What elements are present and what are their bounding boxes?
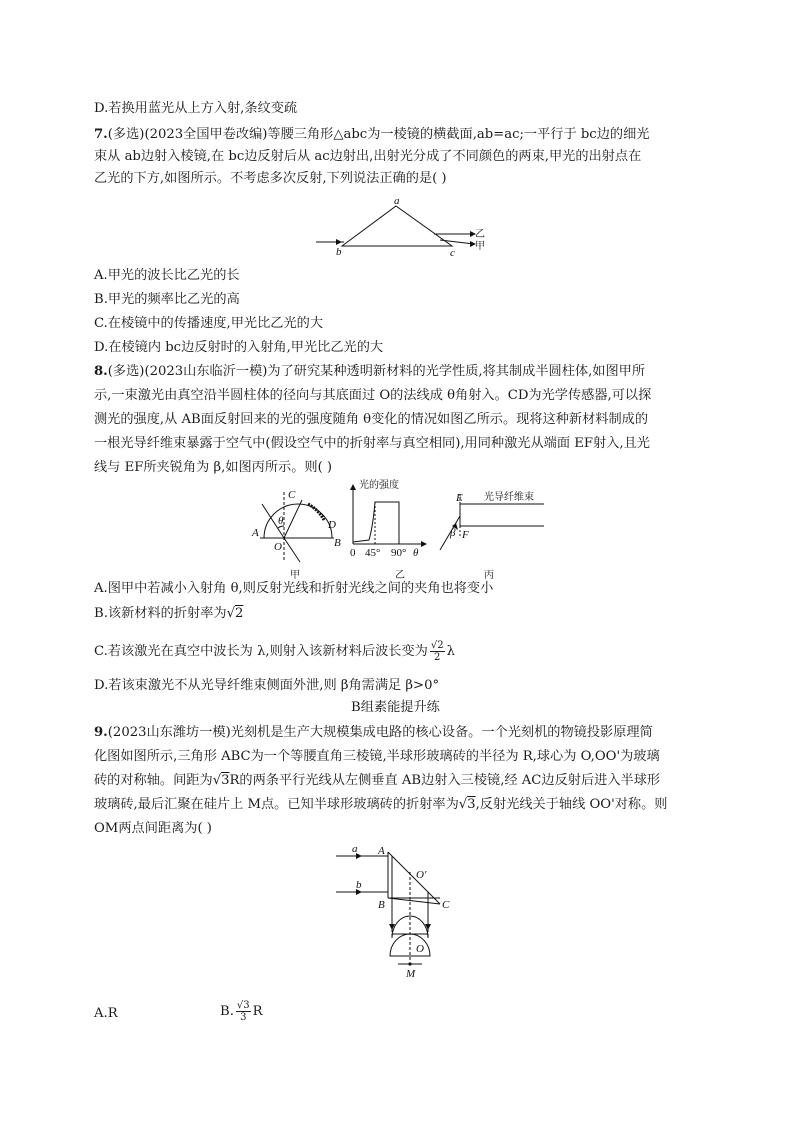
q8-option-c-text: C.若该激光在真空中波长为 λ,则射入该新材料后波长变为	[94, 644, 428, 659]
q7-option-d: D.在棱镜内 bc边反射时的入射角,甲光比乙光的大	[94, 340, 384, 355]
q8-fig-bing-fiber: 光导纤维束	[484, 492, 534, 503]
q9-fig-C: C	[442, 899, 450, 911]
q8-fig-jia-O: O	[274, 541, 282, 553]
q9-text1: (2023山东潍坊一模)光刻机是生产大规模集成电路的核心设备。一个光刻机的物镜投影原理简	[107, 725, 653, 740]
q8-figure-bing	[434, 490, 548, 580]
q9-fig-A: A	[378, 845, 385, 857]
section-b-heading: B组素能提升练	[351, 700, 440, 715]
q8-stem-line4: 一根光导纤维束暴露于空气中(假设空气中的折射率与真空相同),用同种激光从端面 EF射入,且光	[94, 436, 650, 451]
q8-fig-jia-D: D	[328, 519, 336, 531]
q8-option-b-text: B.该新材料的折射率为	[94, 606, 227, 621]
q8-option-a: A.图甲中若减小入射角 θ,则反射光线和折射光线之间的夹角也将变小	[94, 581, 494, 596]
q8-fig-yi-ylabel: 光的强度	[359, 480, 399, 491]
q8-option-c-den: 2	[434, 652, 441, 663]
q8-fig-bing-F: F	[462, 529, 469, 541]
q7-option-b: B.甲光的频率比乙光的高	[94, 292, 240, 307]
q8-fig-yi-xvar: θ	[413, 547, 419, 559]
q9-option-a: A.R	[94, 1006, 118, 1021]
q8-fig-yi-x0: 0	[350, 547, 356, 559]
q8-fig-jia-B: B	[334, 537, 341, 549]
q9-option-b-fraction	[236, 1000, 251, 1023]
q8-number: 8.	[94, 364, 108, 379]
q8-stem-line2: 示,一束激光由真空沿半圆柱体的径向与其底面过 O的法线成 θ角射入。CD为光学传感器,可以探	[94, 388, 652, 403]
q8-fig-yi-x45: 45°	[365, 547, 381, 559]
q8-fig-bing-E: E	[456, 492, 463, 504]
q9-option-b-R: R	[252, 1004, 263, 1019]
q9-radicand-a: 3	[221, 773, 230, 788]
q9-option-b	[220, 1000, 263, 1023]
q7-fig-label-b: b	[336, 246, 342, 258]
q8-fig-jia-theta: θ	[278, 515, 284, 527]
q8-option-c-lambda: λ	[446, 644, 455, 659]
q7-text1: (多选)(2023全国甲卷改编)等腰三角形△abc为一棱镜的横截面,ab=ac;一平行于 bc边的细光	[107, 127, 650, 142]
q8-option-d: D.若该束激光不从光导纤维束侧面外泄,则 β角需满足 β>0°	[94, 678, 440, 693]
q9-lithography-figure	[332, 842, 472, 982]
q7-fig-label-jia: 甲	[475, 241, 485, 252]
q7-option-c: C.在棱镜中的传播速度,甲光比乙光的大	[94, 316, 324, 331]
q9-stem-line3	[94, 770, 660, 792]
q9-number: 9.	[94, 725, 108, 740]
q9-text3b: R的两条平行光线从左侧垂直 AB边射入三棱镜,经 AC边反射后进入半球形	[229, 773, 661, 788]
q8-figure-jia	[250, 486, 350, 580]
q9-option-b-text: B.	[220, 1004, 234, 1019]
q8-figure-yi	[345, 478, 430, 580]
q9-radicand-b: 3	[467, 797, 476, 812]
q8-fig-yi-x90: 90°	[391, 547, 407, 559]
q8-fig-yi-caption: 乙	[395, 570, 405, 581]
q8-stem-line5: 线与 EF所夹锐角为 β,如图丙所示。则( )	[94, 460, 333, 475]
q8-option-b	[94, 603, 243, 625]
q7-fig-label-yi: 乙	[475, 229, 485, 240]
q9-option-b-num: √3	[236, 1000, 250, 1011]
q9-stem-line4	[94, 794, 667, 816]
q9-fig-B: B	[378, 899, 385, 911]
q7-fig-label-a: a	[394, 195, 400, 207]
q9-sqrt3-b: √3	[458, 797, 476, 812]
q8-option-c	[94, 640, 455, 663]
q9-fig-a: a	[352, 843, 358, 855]
q7-stem-line3: 乙光的下方,如图所示。不考虑多次反射,下列说法正确的是( )	[94, 171, 447, 186]
q8-fig-jia-caption: 甲	[290, 570, 300, 581]
q9-stem-line1	[94, 722, 653, 744]
q9-option-b-den: 3	[240, 1012, 247, 1023]
q7-fig-label-c: c	[450, 247, 455, 259]
q8-fig-jia-A: A	[252, 527, 259, 539]
q8-text1: (多选)(2023山东临沂一模)为了研究某种透明新材料的光学性质,将其制成半圆柱体,如图甲所	[107, 364, 646, 379]
q7-number: 7.	[94, 127, 108, 142]
q9-fig-b: b	[356, 879, 362, 891]
q7-stem-line1	[94, 124, 649, 146]
q9-sqrt3-a: √3	[212, 773, 230, 788]
q8-option-b-sqrt: √2	[226, 606, 244, 621]
q8-fig-jia-C: C	[288, 489, 296, 501]
q8-option-c-num: √2	[430, 640, 444, 651]
q8-fig-bing-caption: 丙	[484, 570, 494, 581]
q9-stem-line2: 化图如图所示,三角形 ABC为一个等腰直角三棱镜,半球形玻璃砖的半径为 R,球心为 O,OO'为玻璃	[94, 749, 660, 764]
q8-option-c-fraction	[430, 640, 445, 663]
q8-stem-line3: 测光的强度,从 AB面反射回来的光的强度随角 θ变化的情况如图乙所示。现将这种新材料制成的	[94, 412, 649, 427]
q9-text3a: 砖的对称轴。间距为	[94, 773, 213, 788]
q9-fig-O: O	[416, 943, 424, 955]
q8-option-b-radicand: 2	[234, 606, 244, 621]
q9-text4a: 玻璃砖,最后汇聚在硅片上 M点。已知半球形玻璃砖的折射率为	[94, 797, 459, 812]
q8-fig-bing-beta: β	[450, 527, 456, 539]
q7-prism-figure	[312, 196, 492, 260]
q9-fig-M: M	[406, 968, 416, 980]
q9-text4b: ,反射光线关于轴线 OO'对称。则	[475, 797, 668, 812]
q7-option-a: A.甲光的波长比乙光的长	[94, 268, 240, 283]
q7-stem-line2: 束从 ab边射入棱镜,在 bc边反射后从 ac边射出,出射光分成了不同颜色的两束,甲光的出射点在	[94, 149, 642, 164]
q9-stem-line5: OM两点间距离为( )	[94, 821, 212, 836]
q8-stem-line1	[94, 361, 645, 383]
q6-option-d: D.若换用蓝光从上方入射,条纹变疏	[94, 101, 298, 116]
q9-fig-O1: O'	[416, 869, 427, 881]
